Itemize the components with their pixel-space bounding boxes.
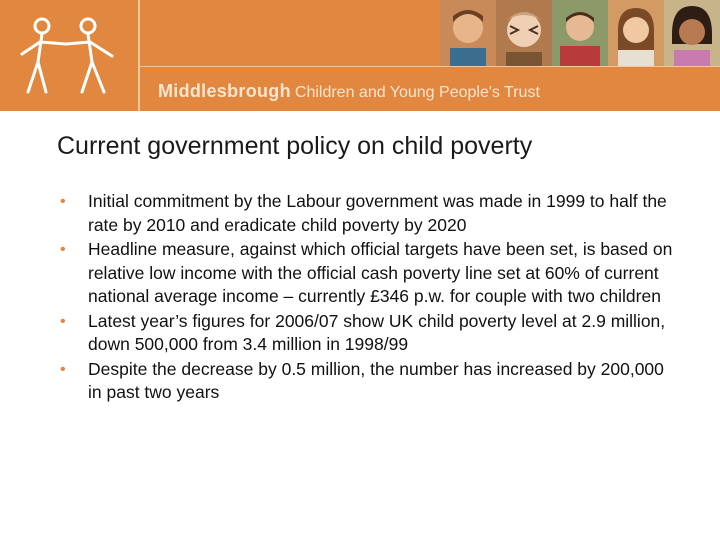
bullet-icon: • [60, 360, 66, 378]
stick-figures-logo-icon [14, 14, 124, 99]
child-photo-1 [440, 0, 496, 66]
bullet-icon: • [60, 312, 66, 330]
bullet-text: Headline measure, against which official targets have been set, is based on relative low income with the official cash poverty line set at 60% of current national average income – currently £346 p.w. for couple with two children [88, 239, 673, 306]
bullet-text: Initial commitment by the Labour government was made in 1999 to half the rate by 2010 and eradicate child poverty by 2020 [88, 191, 667, 235]
bullet-list [60, 190, 680, 406]
header-banner [0, 0, 720, 111]
child-photo-3 [552, 0, 608, 66]
trust-logo [0, 0, 140, 111]
brand-subtitle: Children and Young People's Trust [294, 84, 540, 101]
slide-title: Current government policy on child poverty [57, 132, 533, 160]
brand-band [138, 66, 720, 112]
bullet-item [60, 238, 680, 309]
bullet-icon: • [60, 241, 66, 258]
child-photo-2 [496, 0, 552, 66]
bullet-item [60, 190, 680, 237]
bullet-text: Despite the decrease by 0.5 million, the number has increased by 200,000 in past two years [88, 358, 664, 402]
child-photo-5 [664, 0, 720, 66]
bullet-icon: • [60, 193, 66, 210]
bullet-item [60, 310, 680, 357]
brand-name [158, 81, 540, 102]
brand-bold: Middlesbrough [158, 81, 291, 101]
bullet-item [60, 358, 680, 405]
children-photo-strip [440, 0, 720, 66]
child-photo-4 [608, 0, 664, 66]
bullet-text: Latest year’s figures for 2006/07 show UK child poverty level at 2.9 million, down 500,000 from 3.4 million in 1998/99 [88, 310, 666, 354]
